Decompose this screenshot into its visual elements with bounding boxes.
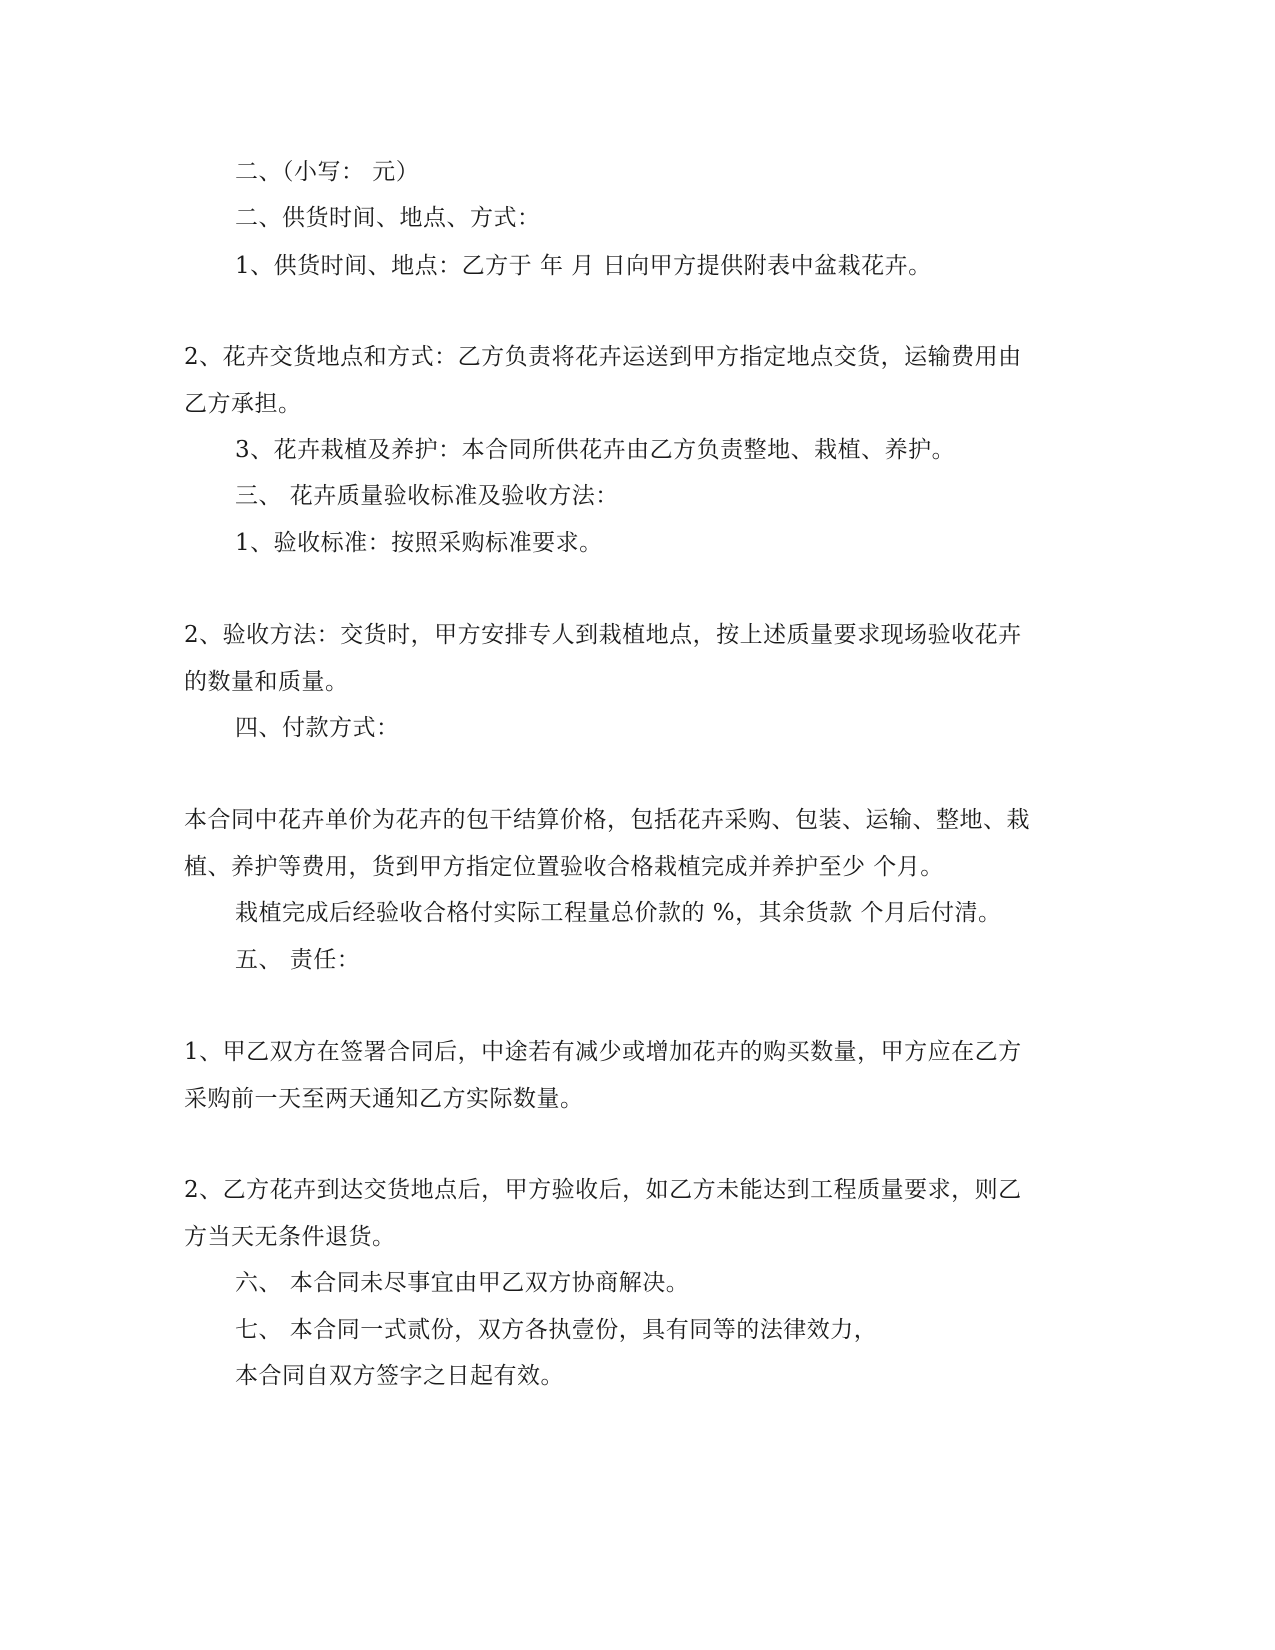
- text-line: 二、（小写： 元）: [235, 159, 420, 185]
- text-line: 3、花卉栽植及养护：本合同所供花卉由乙方负责整地、栽植、养护。: [235, 437, 956, 463]
- text-line: 1、甲乙双方在签署合同后，中途若有减少或增加花卉的购买数量，甲方应在乙方: [184, 1039, 1022, 1065]
- text-line: 1、验收标准：按照采购标准要求。: [235, 530, 603, 556]
- text-line: 本合同中花卉单价为花卉的包干结算价格，包括花卉采购、包装、运输、整地、栽: [184, 807, 1030, 833]
- text-line: 方当天无条件退货。: [184, 1224, 396, 1250]
- text-line: 2、验收方法：交货时，甲方安排专人到栽植地点，按上述质量要求现场验收花卉: [184, 622, 1022, 648]
- text-line: 2、花卉交货地点和方式：乙方负责将花卉运送到甲方指定地点交货，运输费用由: [184, 344, 1022, 370]
- text-line: 本合同自双方签字之日起有效。: [235, 1363, 564, 1389]
- section-heading: 七、 本合同一式贰份，双方各执壹份，具有同等的法律效力，: [235, 1317, 878, 1343]
- section-heading: 五、 责任：: [235, 947, 361, 973]
- section-heading: 三、 花卉质量验收标准及验收方法：: [235, 483, 619, 509]
- section-heading: 四、付款方式：: [235, 715, 400, 741]
- text-line: 1、供货时间、地点：乙方于 年 月 日向甲方提供附表中盆栽花卉。: [235, 253, 932, 279]
- text-line: 采购前一天至两天通知乙方实际数量。: [184, 1086, 584, 1112]
- text-line: 乙方承担。: [184, 391, 302, 417]
- section-heading: 二、供货时间、地点、方式：: [235, 205, 541, 231]
- text-line: 栽植完成后经验收合格付实际工程量总价款的 %，其余货款 个月后付清。: [235, 900, 1002, 926]
- text-line: 植、养护等费用，货到甲方指定位置验收合格栽植完成并养护至少 个月。: [184, 854, 944, 880]
- section-heading: 六、 本合同未尽事宜由甲乙双方协商解决。: [235, 1270, 690, 1296]
- text-line: 的数量和质量。: [184, 669, 349, 695]
- text-line: 2、乙方花卉到达交货地点后，甲方验收后，如乙方未能达到工程质量要求，则乙: [184, 1177, 1022, 1203]
